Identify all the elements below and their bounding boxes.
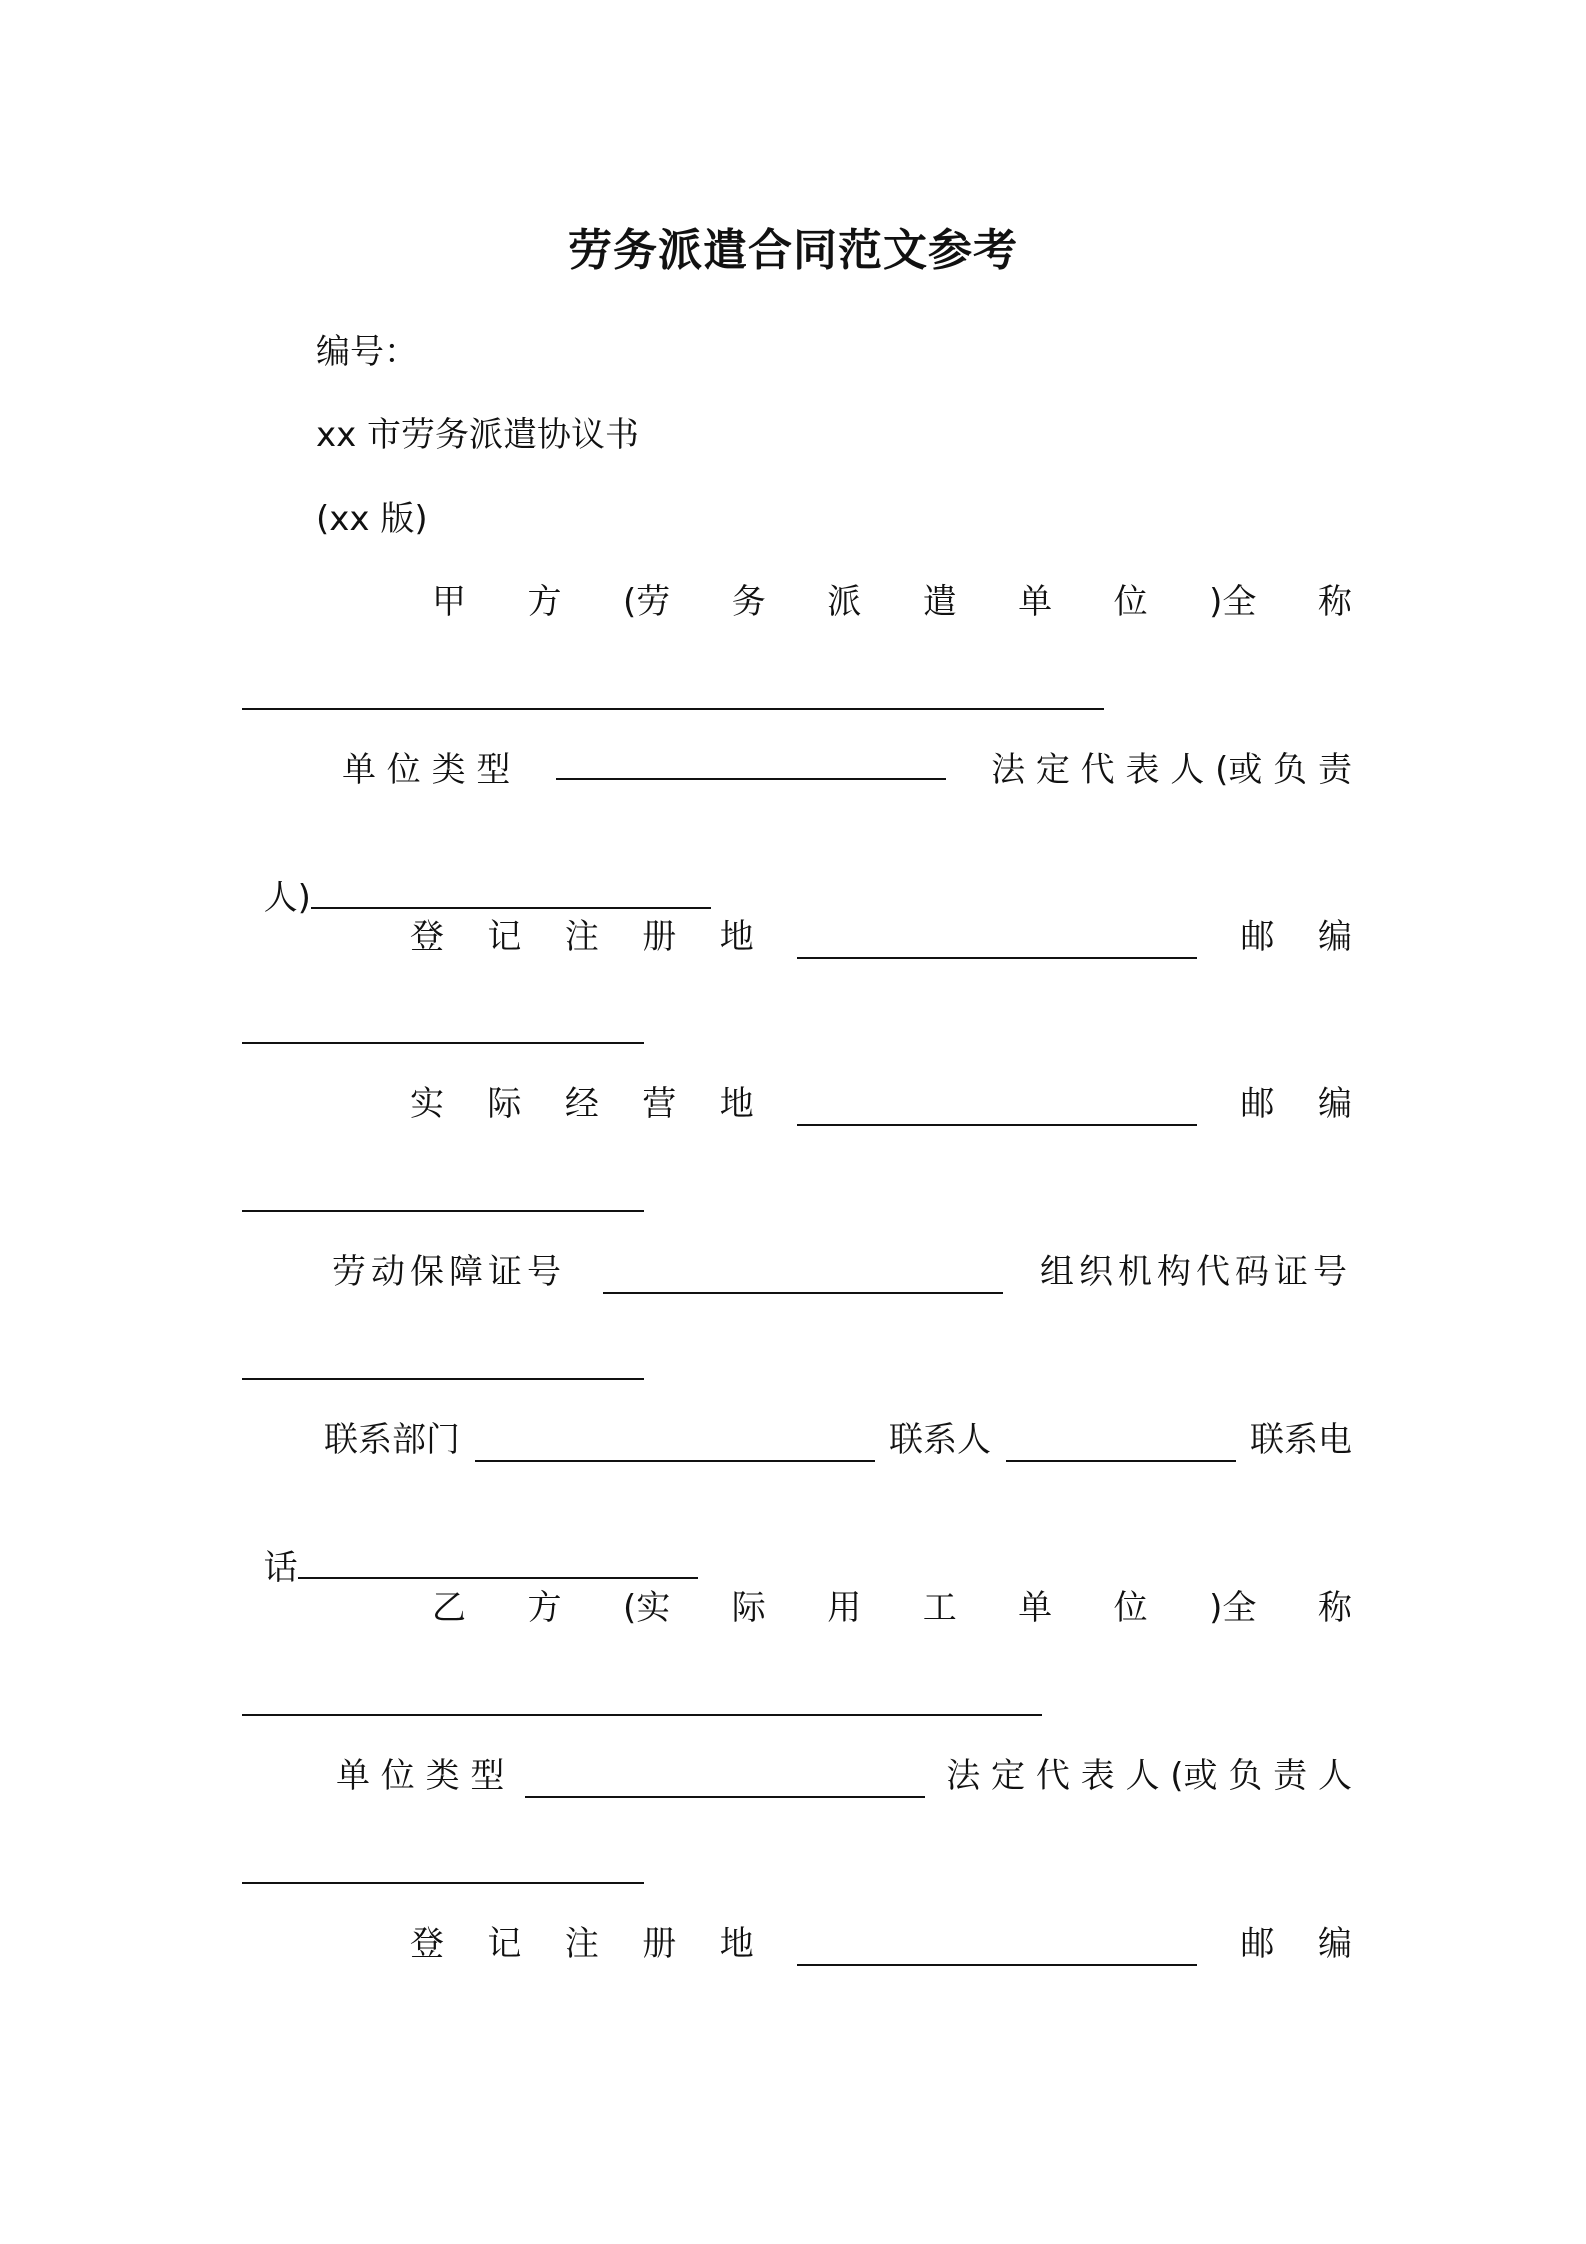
contact-person-blank[interactable]: [1006, 1430, 1236, 1462]
actual-address-blank[interactable]: [797, 1094, 1197, 1126]
contact-phone-cont-label: 话: [263, 1548, 298, 1588]
party-a-fullname-row: [432, 580, 1352, 624]
label-char: 实: [410, 1084, 444, 1124]
label-char: 地: [719, 1084, 754, 1124]
unit-type-blank[interactable]: [525, 1766, 925, 1798]
label-char: 称: [1317, 1588, 1352, 1628]
legal-rep-label: 法 定 代 表 人 (或 负 责 人: [946, 1756, 1352, 1796]
legal-rep-blank[interactable]: [311, 877, 711, 909]
org-code-blank[interactable]: [242, 1376, 644, 1380]
party-a-actual-address-row: [410, 1082, 1352, 1126]
label-char: 编: [1317, 917, 1352, 957]
party-b-reg-address-row: [410, 1922, 1352, 1966]
label-char: 方: [527, 1588, 562, 1628]
reg-address-blank[interactable]: [797, 927, 1197, 959]
label-char: 营: [642, 1084, 677, 1124]
label-char: 邮: [1240, 1084, 1275, 1124]
label-char: 单: [1018, 582, 1053, 622]
party-a-unit-type-row: [342, 748, 1352, 792]
label-char: 派: [827, 582, 862, 622]
contact-person-label: 联系人: [889, 1420, 991, 1460]
party-a-reg-address-row: [410, 915, 1352, 959]
labor-cert-blank[interactable]: [603, 1262, 1003, 1294]
label-char: 乙: [432, 1588, 466, 1628]
document-title: 劳务派遣合同范文参考: [568, 225, 1018, 276]
label-char: 记: [487, 917, 522, 957]
party-a-phone-cont-row: [242, 1502, 1352, 1590]
label-char: (劳: [622, 582, 671, 622]
legal-rep-cont-label: 人): [263, 878, 311, 918]
label-char: 编: [1317, 1084, 1352, 1124]
label-char: 注: [564, 917, 599, 957]
label-char: 邮: [1240, 1924, 1275, 1964]
label-char: 记: [487, 1924, 522, 1964]
label-char: 册: [642, 917, 677, 957]
label-char: 册: [642, 1924, 677, 1964]
party-a-legal-rep-cont-row: [242, 832, 1352, 920]
label-char: 位: [1113, 1588, 1148, 1628]
actual-postcode-blank[interactable]: [242, 1208, 644, 1212]
label-char: 经: [564, 1084, 599, 1124]
label-char: 地: [719, 1924, 754, 1964]
legal-rep-label: 法 定 代 表 人 (或 负 责: [991, 750, 1352, 790]
party-a-contact-row: [324, 1418, 1352, 1462]
reg-postcode-blank[interactable]: [242, 1040, 644, 1044]
label-char: 位: [1113, 582, 1148, 622]
edition: (xx 版): [316, 499, 428, 539]
label-char: 甲: [432, 582, 466, 622]
label-char: 工: [922, 1588, 957, 1628]
contact-dept-blank[interactable]: [475, 1430, 875, 1462]
contact-dept-label: 联系部门: [324, 1420, 460, 1460]
label-char: )全: [1209, 582, 1257, 622]
party-b-unit-type-row: [336, 1754, 1352, 1798]
party-b-fullname-blank[interactable]: [242, 1712, 1042, 1716]
label-char: 地: [719, 917, 754, 957]
contact-phone-label: 联系电: [1250, 1420, 1352, 1460]
label-char: )全: [1209, 1588, 1257, 1628]
party-a-fullname-blank[interactable]: [242, 706, 1104, 710]
label-char: 务: [731, 582, 766, 622]
label-char: 编: [1317, 1924, 1352, 1964]
label-char: 方: [527, 582, 562, 622]
label-char: 际: [731, 1588, 766, 1628]
label-char: 际: [487, 1084, 522, 1124]
number-label: 编号：: [316, 332, 418, 372]
label-char: (实: [622, 1588, 671, 1628]
unit-type-label: 单 位 类 型: [336, 1756, 505, 1796]
label-char: 登: [410, 917, 444, 957]
party-b-fullname-row: [432, 1586, 1352, 1630]
org-code-label: 组织机构代码证号: [1040, 1252, 1352, 1292]
subtitle: xx 市劳务派遣协议书: [316, 415, 640, 455]
label-char: 登: [410, 1924, 444, 1964]
contact-phone-blank[interactable]: [298, 1547, 698, 1579]
unit-type-label: 单 位 类 型: [342, 750, 511, 790]
label-char: 用: [827, 1588, 862, 1628]
label-char: 称: [1317, 582, 1352, 622]
party-a-cert-row: [332, 1250, 1352, 1294]
label-char: 注: [564, 1924, 599, 1964]
party-b-legal-rep-blank[interactable]: [242, 1880, 644, 1884]
reg-address-blank[interactable]: [797, 1934, 1197, 1966]
label-char: 邮: [1240, 917, 1275, 957]
label-char: 遣: [922, 582, 957, 622]
labor-cert-label: 劳动保障证号: [332, 1252, 566, 1292]
label-char: 单: [1018, 1588, 1053, 1628]
unit-type-blank[interactable]: [556, 748, 946, 780]
